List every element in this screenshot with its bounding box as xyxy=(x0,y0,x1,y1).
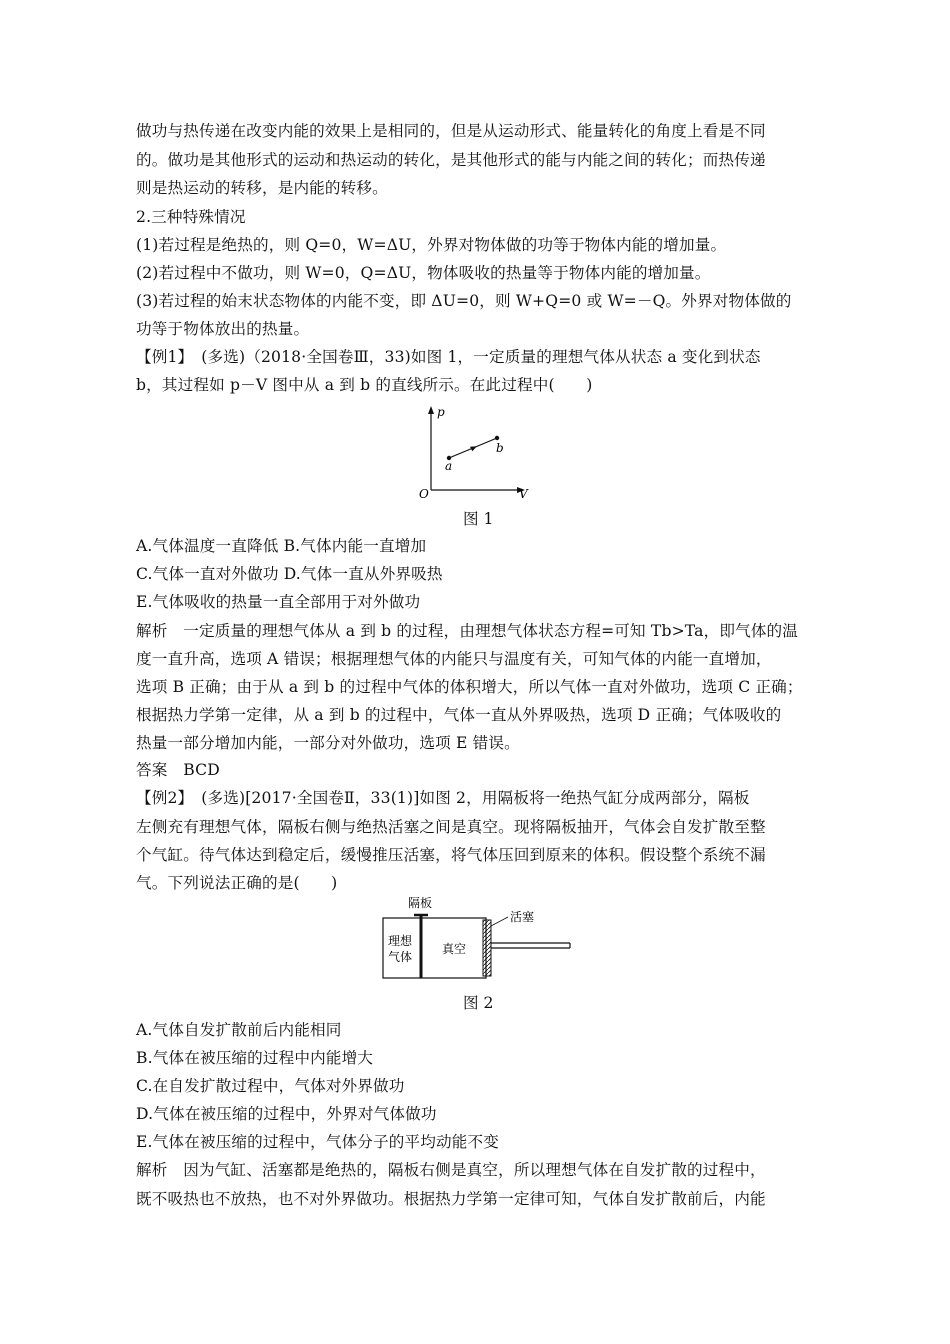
origin-label: O xyxy=(419,487,429,501)
paragraph-line: 做功与热传递在改变内能的效果上是相同的，但是从运动形式、能量转化的角度上看是不同 xyxy=(136,122,766,140)
option-line: B.气体在被压缩的过程中内能增大 xyxy=(136,1049,374,1067)
example-2-question: 个气缸。待气体达到稳定后，缓慢推压活塞，将气体压回到原来的体积。假设整个系统不漏 xyxy=(136,846,766,864)
case-line: (3)若过程的始末状态物体的内能不变，即 ΔU=0，则 W+Q=0 或 W=－Q。外界对物体做的 xyxy=(136,292,792,310)
vacuum-label: 真空 xyxy=(442,942,467,956)
option-line: A.气体自发扩散前后内能相同 xyxy=(136,1021,342,1039)
analysis-line: 解析 一定质量的理想气体从 a 到 b 的过程，由理想气体状态方程=可知 Tb>Ta，即气体的温 xyxy=(136,622,799,640)
analysis-line: 度一直升高，选项 A 错误；根据理想气体的内能只与温度有关，可知气体的内能一直增加， xyxy=(136,650,772,668)
analysis-line: 热量一部分增加内能，一部分对外做功，选项 E 错误。 xyxy=(136,734,520,752)
example-1-question: 【例1】 (多选)（2018·全国卷Ⅲ，33)如图 1，一定质量的理想气体从状态 a 变化到状态 xyxy=(136,348,761,366)
state-b-point xyxy=(495,436,499,440)
example-2-question: 【例2】 (多选)[2017·全国卷Ⅱ，33(1)]如图 2，用隔板将一绝热气缸分成两部分，隔板 xyxy=(136,789,750,807)
section-heading: 2.三种特殊情况 xyxy=(136,208,246,226)
analysis-line: 选项 B 正确；由于从 a 到 b 的过程中气体的体积增大，所以气体一直对外做功，选项 C 正确； xyxy=(136,678,803,696)
case-line: (1)若过程是绝热的，则 Q=0，W=ΔU，外界对物体做的功等于物体内能的增加量。 xyxy=(136,236,727,254)
analysis-line: 解析 因为气缸、活塞都是绝热的，隔板右侧是真空，所以理想气体在自发扩散的过程中， xyxy=(136,1161,766,1179)
option-line: D.气体在被压缩的过程中，外界对气体做功 xyxy=(136,1105,437,1123)
point-b-label: b xyxy=(496,441,504,455)
option-line: C.在自发扩散过程中，气体对外界做功 xyxy=(136,1077,405,1095)
cylinder-body xyxy=(383,918,486,978)
direction-arrow xyxy=(470,446,477,451)
example-2-question: 气。下列说法正确的是( ) xyxy=(136,874,338,892)
example-2-question: 左侧充有理想气体，隔板右侧与绝热活塞之间是真空。现将隔板抽开，气体会自发扩散至整 xyxy=(136,818,766,836)
case-line: 功等于物体放出的热量。 xyxy=(136,320,310,338)
figure-2-cylinder-diagram xyxy=(380,893,575,986)
gas-label-line-1: 理想 xyxy=(388,934,413,948)
answer-line: 答案 BCD xyxy=(136,761,220,779)
figure-2-caption: 图 2 xyxy=(463,994,494,1012)
option-line: C.气体一直对外做功 D.气体一直从外界吸热 xyxy=(136,565,443,583)
piston-label: 活塞 xyxy=(510,910,535,924)
case-line: (2)若过程中不做功，则 W=0，Q=ΔU，物体吸收的热量等于物体内能的增加量。 xyxy=(136,264,711,282)
figure-1-pv-diagram xyxy=(415,400,535,502)
figure-1-caption: 图 1 xyxy=(463,510,494,528)
piston-leader-line xyxy=(491,917,508,926)
p-axis-arrow xyxy=(428,406,434,414)
p-axis-label: p xyxy=(437,405,445,419)
partition-label: 隔板 xyxy=(408,896,433,910)
paragraph-line: 的。做功是其他形式的运动和热运动的转化，是其他形式的能与内能之间的转化；而热传递 xyxy=(136,151,766,169)
piston xyxy=(483,920,491,976)
point-a-label: a xyxy=(445,459,453,473)
example-1-question: b，其过程如 p－V 图中从 a 到 b 的直线所示。在此过程中( ) xyxy=(136,376,593,394)
analysis-line: 根据热力学第一定律，从 a 到 b 的过程中，气体一直从外界吸热，选项 D 正确；气体吸收的 xyxy=(136,706,782,724)
option-line: E.气体吸收的热量一直全部用于对外做功 xyxy=(136,593,421,611)
analysis-line: 既不吸热也不放热，也不对外界做功。根据热力学第一定律可知，气体自发扩散前后，内能 xyxy=(136,1190,766,1208)
option-line: E.气体在被压缩的过程中，气体分子的平均动能不变 xyxy=(136,1133,500,1151)
paragraph-line: 则是热运动的转移，是内能的转移。 xyxy=(136,179,388,197)
option-line: A.气体温度一直降低 B.气体内能一直增加 xyxy=(136,537,427,555)
gas-label-line-2: 气体 xyxy=(388,950,413,964)
v-axis-label: V xyxy=(519,487,528,501)
